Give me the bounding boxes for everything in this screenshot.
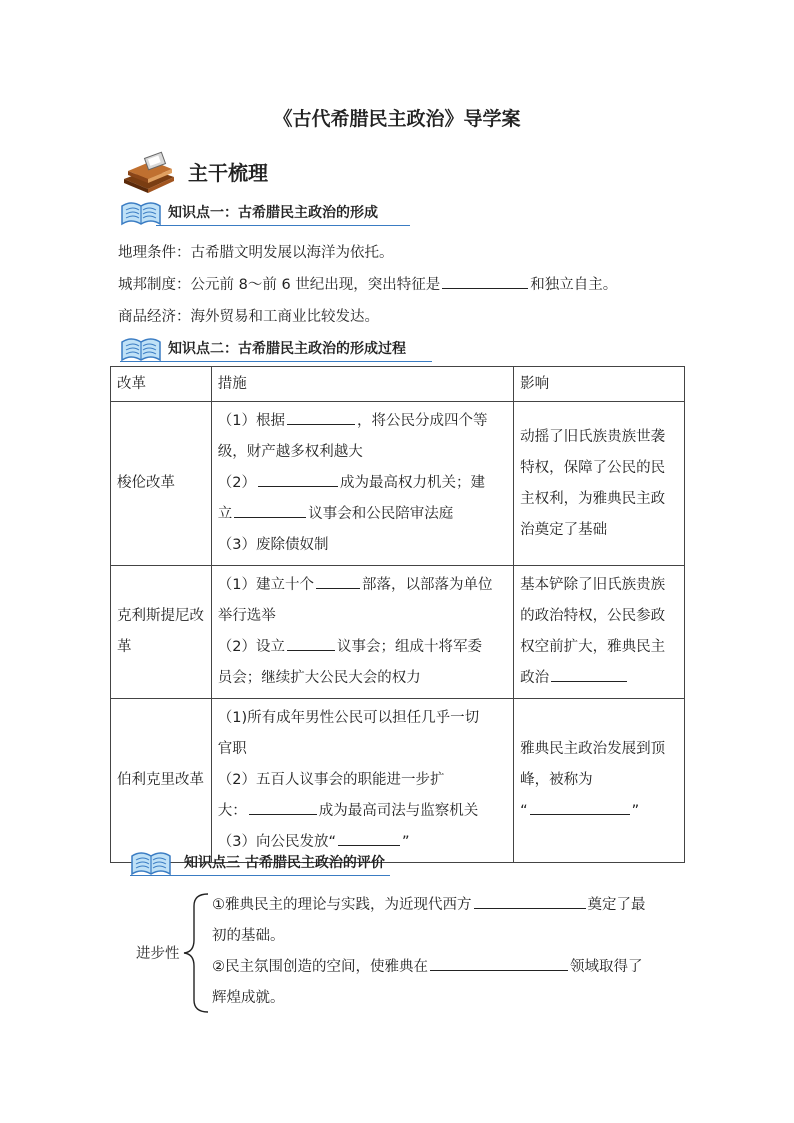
blank-solon-authority[interactable] [258, 472, 338, 487]
books-icon [120, 149, 178, 193]
pericles-effect-q1: “ [520, 803, 528, 819]
impact-solon: 动摇了旧氏族贵族世袭特权，保障了公民的民主权利，为雅典民主政治奠定了基础 [514, 402, 685, 566]
measures-solon [211, 402, 513, 566]
solon-m1c: 级，财产越多权利越大 [217, 444, 363, 460]
blank-city-feature[interactable] [442, 274, 528, 289]
page-title: 《古代希腊民主政治》导学案 [273, 108, 521, 130]
kp3-items [212, 890, 692, 1014]
measures-cleisthenes [211, 566, 513, 699]
kp3-i1a: ①雅典民主的理论与实践，为近现代西方 [212, 897, 472, 913]
reform-name-cleisthenes: 克利斯提尼改革 [111, 566, 212, 699]
pericles-effect-q2: ” [631, 803, 640, 819]
table-row-pericles [111, 699, 685, 863]
solon-m2c: 立 [217, 506, 233, 522]
kp1-label: 知识点一：古希腊民主政治的形成 [168, 205, 378, 221]
kp1-city-text-a: 城邦制度：公元前 8～前 6 世纪出现，突出特征是 [118, 277, 441, 293]
cleis-m2a: （2）设立 [217, 639, 285, 655]
solon-m1b: ，将公民分成四个等 [357, 413, 488, 429]
blank-cleis-council[interactable] [287, 636, 335, 651]
reform-name-pericles: 伯利克里改革 [111, 699, 212, 863]
blank-solon-council[interactable] [234, 503, 306, 518]
cleis-effect: 基本铲除了旧氏族贵族的政治特权，公民参政权空前扩大，雅典民主政治 [520, 577, 666, 686]
table-header-row [111, 367, 685, 402]
kp2-label: 知识点二：古希腊民主政治的形成过程 [168, 341, 406, 357]
cleis-m2b: 议事会；组成十将军委 [337, 639, 482, 655]
pericles-m2b: 大： [217, 803, 247, 819]
kp2-heading [120, 328, 432, 362]
main-section-label: 主干梳理 [188, 160, 268, 185]
reform-table [110, 366, 685, 863]
pericles-m3a: （3）向公民发放“ [217, 834, 337, 850]
table-row-cleisthenes [111, 566, 685, 699]
blank-cleis-tribe[interactable] [316, 574, 360, 589]
kp3-key: 进步性 [136, 946, 180, 962]
measures-pericles [211, 699, 513, 863]
kp3-label: 知识点三 古希腊民主政治的评价 [184, 855, 385, 871]
kp3-heading [130, 840, 390, 876]
kp1-geo: 地理条件：古希腊文明发展以海洋为依托。 [118, 245, 394, 261]
kp3-i1b: 奠定了最 [587, 897, 646, 913]
solon-m1a: （1）根据 [217, 413, 285, 429]
blank-solon-basis[interactable] [287, 410, 355, 425]
blank-pericles-title[interactable] [530, 800, 630, 815]
cleis-m1a: （1）建立十个 [217, 577, 314, 593]
kp3-evaluation [130, 890, 690, 1020]
header-measures: 措施 [211, 367, 513, 402]
kp1-econ: 商品经济：海外贸易和工商业比较发达。 [118, 309, 379, 325]
solon-m2b: 成为最高权力机关；建 [340, 475, 485, 491]
header-reform: 改革 [111, 367, 212, 402]
kp3-i1c: 初的基础。 [212, 928, 285, 944]
cleis-m1c: 举行选举 [217, 608, 276, 624]
pericles-m1b: 官职 [217, 741, 247, 757]
cleis-m1b: 部落，以部落为单位 [362, 577, 493, 593]
header-impact: 影响 [514, 367, 685, 402]
kp3-underline [130, 875, 390, 877]
open-book-icon [120, 332, 162, 362]
impact-pericles [514, 699, 685, 863]
solon-m2a: （2） [217, 475, 256, 491]
open-book-icon [130, 846, 172, 876]
pericles-m2c: 成为最高司法与监察机关 [318, 803, 479, 819]
solon-m2d: 议事会和公民陪审法庭 [308, 506, 454, 522]
pericles-m2a: （2）五百人议事会的职能进一步扩 [217, 772, 445, 788]
solon-m3: （3）废除债奴制 [217, 537, 329, 553]
pericles-m1a: （1)所有成年男性公民可以担任几乎一切 [217, 710, 480, 726]
kp3-i2a: ②民主氛围创造的空间，使雅典在 [212, 959, 428, 975]
pericles-effect-a: 雅典民主政治发展到顶峰，被称为 [520, 741, 666, 788]
impact-cleisthenes [514, 566, 685, 699]
kp3-i2b: 领域取得了 [570, 959, 643, 975]
cleis-m2c: 员会；继续扩大公民大会的权力 [217, 670, 421, 686]
blank-cleis-effect[interactable] [551, 667, 627, 682]
brace-icon [180, 892, 210, 1014]
blank-kp3-fields[interactable] [430, 956, 568, 971]
kp3-i2c: 辉煌成就。 [212, 990, 285, 1006]
pericles-m3b: ” [402, 834, 410, 850]
kp1-city [118, 273, 617, 294]
kp1-city-text-b: 和独立自主。 [530, 277, 618, 293]
reform-name-solon: 梭伦改革 [111, 402, 212, 566]
kp1-heading [120, 190, 410, 226]
blank-pericles-judicial[interactable] [249, 800, 317, 815]
kp1-underline [156, 225, 410, 227]
main-section-heading [120, 150, 268, 192]
kp2-underline [120, 361, 432, 363]
open-book-icon [120, 196, 162, 226]
table-row-solon [111, 402, 685, 566]
blank-kp3-western[interactable] [474, 894, 586, 909]
